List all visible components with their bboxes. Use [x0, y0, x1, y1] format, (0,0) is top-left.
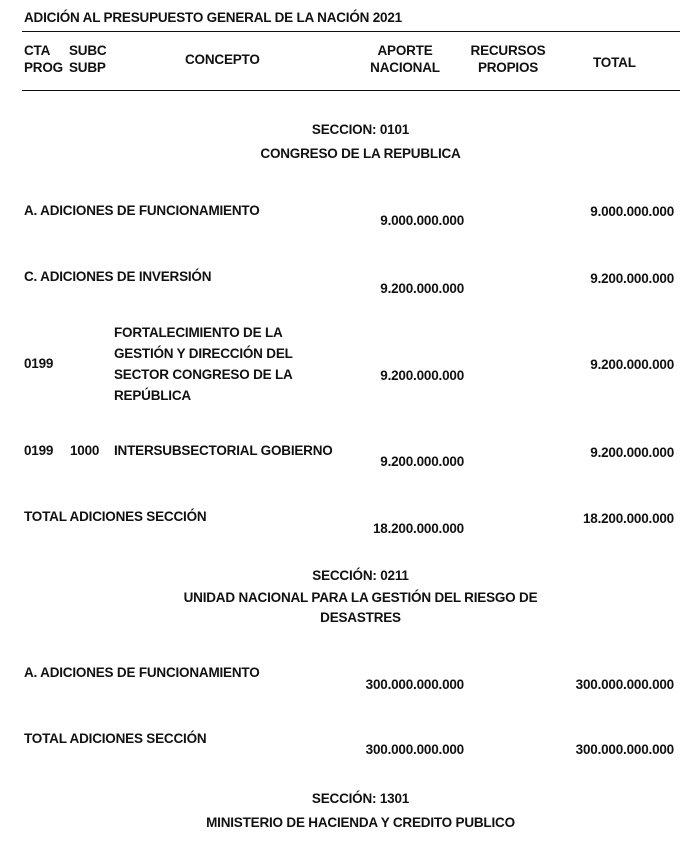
document-title: ADICIÓN AL PRESUPUESTO GENERAL DE LA NACIÓN 2021: [24, 10, 402, 25]
row-aporte-nacional: 18.200.000.000: [372, 521, 464, 536]
row-cta-prog: 0199: [24, 443, 54, 458]
header-bottom-rule: [22, 90, 680, 91]
header-subp-label: SUBP: [69, 60, 106, 75]
row-aporte-nacional: 300.000.000.000: [365, 742, 464, 757]
header-aporte-nacional: [355, 42, 455, 76]
row-total: 9.200.000.000: [590, 271, 674, 286]
row-concepto: TOTAL ADICIONES SECCIÓN: [24, 509, 207, 524]
row-concepto: TOTAL ADICIONES SECCIÓN: [24, 731, 207, 746]
section-code: SECCION: 0101: [311, 122, 410, 137]
section-code: SECCIÓN: 1301: [311, 791, 410, 806]
row-concepto: A. ADICIONES DE FUNCIONAMIENTO: [24, 203, 260, 218]
header-cta-prog: [24, 42, 63, 76]
row-aporte-nacional: 9.200.000.000: [380, 368, 464, 383]
section-name: UNIDAD NACIONAL PARA LA GESTIÓN DEL RIESGO DE: [183, 590, 538, 605]
section-name: MINISTERIO DE HACIENDA Y CREDITO PUBLICO: [206, 815, 515, 830]
row-concepto: FORTALECIMIENTO DE LA GESTIÓN Y DIRECCIÓN DEL SECTOR CONGRESO DE LA REPÚBLICA: [114, 325, 293, 403]
row-total: 18.200.000.000: [582, 511, 674, 526]
header-concepto: CONCEPTO: [185, 52, 260, 67]
row-concepto: INTERSUBSECTORIAL GOBIERNO: [114, 443, 333, 458]
row-total: 300.000.000.000: [575, 742, 674, 757]
header-subc-label: SUBC: [69, 43, 107, 58]
section-0211-heading: [0, 566, 691, 628]
section-name-continued: DESASTRES: [320, 610, 401, 625]
row-aporte-nacional: 300.000.000.000: [365, 677, 464, 692]
row-total: 300.000.000.000: [575, 677, 674, 692]
header-top-rule: [22, 31, 680, 32]
section-code: SECCIÓN: 0211: [312, 568, 409, 583]
header-subc-subp: [69, 42, 106, 76]
row-total: 9.200.000.000: [590, 445, 674, 460]
row-aporte-nacional: 9.000.000.000: [380, 213, 464, 228]
row-concepto: C. ADICIONES DE INVERSIÓN: [24, 269, 212, 284]
header-prog-label: PROG: [24, 60, 63, 75]
row-total: 9.200.000.000: [590, 357, 674, 372]
header-total: TOTAL: [593, 55, 636, 70]
row-cta-prog: 0199: [24, 356, 54, 371]
header-nacional-label: NACIONAL: [370, 60, 440, 75]
row-concepto: A. ADICIONES DE FUNCIONAMIENTO: [24, 665, 260, 680]
row-aporte-nacional: 9.200.000.000: [380, 281, 464, 296]
row-aporte-nacional: 9.200.000.000: [380, 454, 464, 469]
section-name: CONGRESO DE LA REPUBLICA: [260, 146, 461, 161]
header-propios-label: PROPIOS: [477, 60, 539, 75]
section-0101-heading: [0, 120, 691, 164]
header-aporte-label: APORTE: [377, 43, 433, 58]
header-recursos-propios: [458, 42, 558, 76]
header-cta-label: CTA: [24, 43, 51, 58]
row-total: 9.000.000.000: [590, 204, 674, 219]
row-subc-subp: 1000: [70, 443, 100, 458]
section-1301-heading: [0, 789, 691, 833]
header-recursos-label: RECURSOS: [470, 43, 546, 58]
